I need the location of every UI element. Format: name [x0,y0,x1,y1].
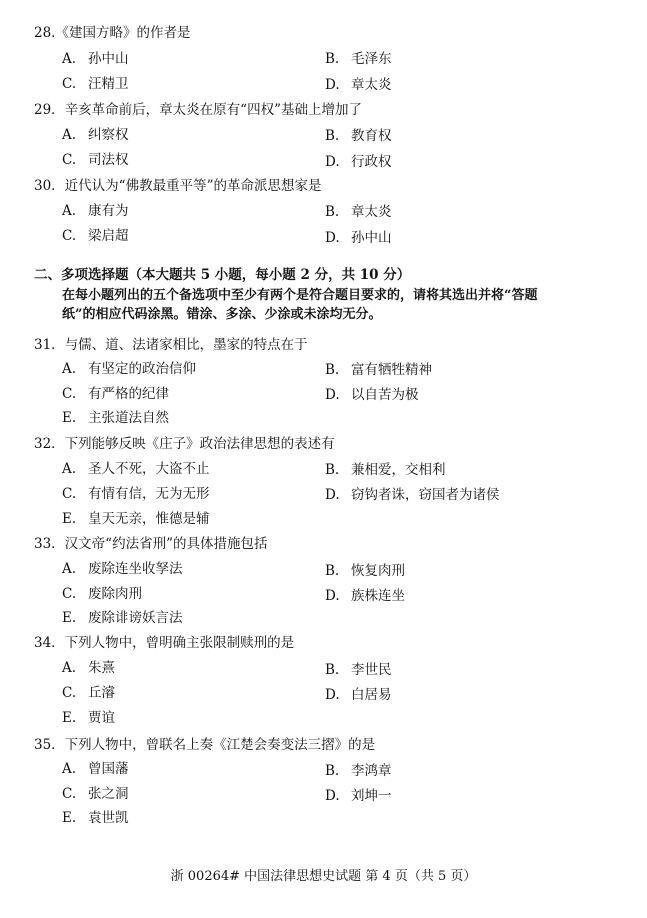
q33-option-d [325,587,405,605]
option-letter: C. [62,786,77,802]
q34-option-d [325,686,392,704]
option-letter: A. [62,561,77,577]
option-text: 富有牺牲精神 [351,362,432,378]
option-text: 张之洞 [88,786,129,802]
option-text: 孙中山 [88,51,129,67]
q28-option-c [62,75,129,93]
option-text: 废除连坐收孥法 [88,561,183,577]
q35-option-c [62,785,129,803]
option-text: 梁启超 [88,228,129,244]
option-letter: B. [325,662,340,678]
q32-option-d [325,486,500,504]
option-text: 曾国藩 [88,761,129,777]
q31-option-d [325,386,419,404]
option-text: 纠察权 [88,127,129,143]
q29-option-c [62,151,129,169]
q31-option-a [62,360,196,378]
q30-option-a [62,202,129,220]
q30-option-c [62,227,129,245]
option-letter: A. [62,127,77,143]
option-letter: B. [325,51,340,67]
option-letter: D. [325,487,340,503]
option-text: 有情有信，无为无形 [88,486,210,502]
option-letter: C. [62,586,77,602]
option-text: 窃钩者诛，窃国者为诸侯 [351,487,500,503]
q33-option-a [62,560,183,578]
option-text: 李鸿章 [351,763,392,779]
option-text: 白居易 [351,687,392,703]
q29-option-b [325,127,392,145]
q34-option-a [62,659,115,677]
option-text: 教育权 [351,128,392,144]
q28-option-b [325,50,392,68]
option-letter: C. [62,386,77,402]
page-footer: 浙 00264# 中国法律思想史试题 第 4 页（共 5 页） [170,869,477,884]
option-letter: B. [325,563,340,579]
option-letter: A. [62,361,77,377]
option-letter: C. [62,152,77,168]
q33-option-c [62,585,142,603]
q35-option-b [325,762,392,780]
q33-option-b [325,562,405,580]
q32-option-e [62,510,210,528]
option-letter: D. [325,588,340,604]
q29-option-d [325,153,392,171]
q28-option-a [62,50,129,68]
option-text: 毛泽东 [351,51,392,67]
option-text: 兼相爱，交相利 [351,462,446,478]
q31-option-e [62,409,169,427]
option-text: 贾谊 [88,710,115,726]
option-letter: C. [62,76,77,92]
q32-option-b [325,461,446,479]
q29-option-a [62,126,129,144]
question-34-stem: 34．下列人物中，曾明确主张限制赎刑的是 [34,635,295,651]
option-letter: B. [325,204,340,220]
section-2-instruction-line-2: 纸”的相应代码涂黑。错涂、多涂、少涂或未涂均无分。 [62,307,382,322]
option-text: 康有为 [88,203,129,219]
option-text: 废除肉刑 [88,586,142,602]
option-letter: E. [62,410,77,426]
option-letter: D. [325,230,340,246]
option-letter: D. [325,77,340,93]
option-text: 袁世凯 [88,810,129,826]
option-letter: D. [325,387,340,403]
option-letter: B. [325,763,340,779]
q35-option-e [62,809,129,827]
q34-option-e [62,709,115,727]
option-text: 废除诽谤妖言法 [88,610,183,626]
option-text: 李世民 [351,662,392,678]
option-text: 恢复肉刑 [351,563,405,579]
option-text: 刘坤一 [351,788,392,804]
option-letter: C. [62,486,77,502]
option-text: 行政权 [351,154,392,170]
option-letter: E. [62,511,77,527]
option-text: 丘濬 [88,685,115,701]
option-letter: C. [62,685,77,701]
q35-option-d [325,787,392,805]
q31-option-b [325,361,432,379]
option-letter: A. [62,203,77,219]
option-text: 有严格的纪律 [88,386,169,402]
q32-option-c [62,485,210,503]
option-letter: B. [325,128,340,144]
option-text: 皇天无亲，惟德是辅 [88,511,210,527]
option-letter: D. [325,788,340,804]
section-2-instruction-line-1: 在每小题列出的五个备选项中至少有两个是符合题目要求的，请将其选出并将“答题 [62,288,538,303]
question-32-stem: 32．下列能够反映《庄子》政治法律思想的表述有 [34,436,335,452]
option-letter: E. [62,610,77,626]
q31-option-c [62,385,169,403]
question-35-stem: 35．下列人物中，曾联名上奏《江楚会奏变法三摺》的是 [34,737,376,753]
q34-option-b [325,661,392,679]
option-letter: E. [62,710,77,726]
q35-option-a [62,760,129,778]
option-text: 圣人不死，大盗不止 [88,461,210,477]
option-text: 主张道法自然 [88,410,169,426]
option-text: 司法权 [88,152,129,168]
option-letter: B. [325,462,340,478]
question-31-stem: 31．与儒、道、法诸家相比，墨家的特点在于 [34,337,308,353]
option-letter: E. [62,810,77,826]
option-text: 汪精卫 [88,76,129,92]
q30-option-b [325,203,392,221]
option-text: 朱熹 [88,660,115,676]
q33-option-e [62,609,183,627]
q28-option-d [325,76,392,94]
option-letter: A. [62,51,77,67]
option-text: 章太炎 [351,204,392,220]
option-letter: A. [62,660,77,676]
question-30-stem: 30．近代认为“佛教最重平等”的革命派思想家是 [34,178,322,194]
section-2-heading: 二、多项选择题（本大题共 5 小题，每小题 2 分，共 10 分） [34,267,411,283]
option-letter: A. [62,461,77,477]
option-text: 有坚定的政治信仰 [88,361,196,377]
question-29-stem: 29．辛亥革命前后，章太炎在原有“四权”基础上增加了 [34,102,362,118]
question-28-stem: 28.《建国方略》的作者是 [34,25,191,41]
option-text: 章太炎 [351,77,392,93]
option-letter: A. [62,761,77,777]
q32-option-a [62,460,210,478]
option-text: 孙中山 [351,230,392,246]
q30-option-d [325,229,392,247]
option-letter: D. [325,687,340,703]
option-text: 族株连坐 [351,588,405,604]
option-letter: B. [325,362,340,378]
option-text: 以自苦为极 [351,387,419,403]
q34-option-c [62,684,115,702]
option-letter: D. [325,154,340,170]
question-33-stem: 33．汉文帝“约法省刑”的具体措施包括 [34,536,268,552]
option-letter: C. [62,228,77,244]
